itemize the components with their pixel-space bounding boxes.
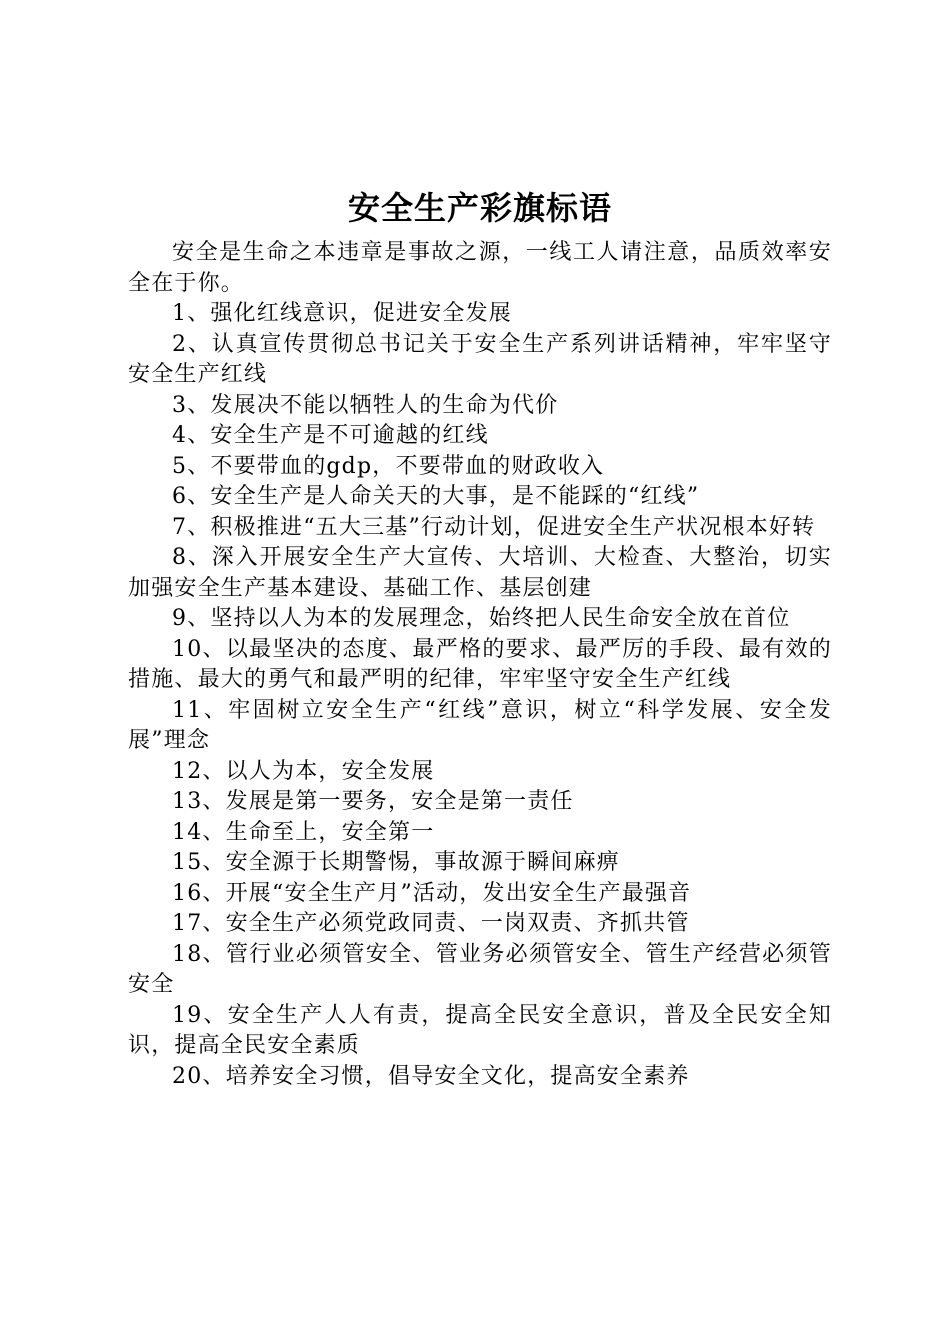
slogan-item: 15、安全源于长期警惕，事故源于瞬间麻痹 — [172, 850, 620, 875]
slogan-item: 20、培养安全习惯，倡导安全文化，提高安全素养 — [172, 1063, 690, 1089]
slogan-item: 17、安全生产必须党政同责、一岗双责、齐抓共管 — [172, 911, 690, 936]
slogan-item: 12、以人为本，安全发展 — [172, 758, 435, 784]
document-title: 安全生产彩旗标语 — [347, 189, 612, 227]
slogan-item: 6、安全生产是人命关天的大事，是不能踩的“红线” — [172, 484, 700, 509]
document-body — [128, 238, 832, 1092]
slogan-item: 8、深入开展安全生产大宣传、大培训、大检查、大整治，切实加强安全生产基本建设、基础工作、基层创建 — [128, 545, 832, 601]
slogan-item: 19、安全生产人人有责，提高全民安全意识，普及全民安全知识，提高全民安全素质 — [128, 1002, 832, 1058]
slogan-item: 7、积极推进“五大三基”行动计划，促进安全生产状况根本好转 — [172, 514, 816, 540]
intro-paragraph: 安全是生命之本违章是事故之源，一线工人请注意，品质效率安全在于你。 — [128, 240, 832, 296]
slogan-item: 10、以最坚决的态度、最严格的要求、最严厉的手段、最有效的措施、最大的勇气和最严明的纪律，牢牢坚守安全生产红线 — [128, 636, 832, 692]
slogan-item: 11、牢固树立安全生产“红线”意识，树立“科学发展、安全发展”理念 — [128, 697, 832, 753]
slogan-item: 4、安全生产是不可逾越的红线 — [172, 423, 489, 448]
slogan-item: 1、强化红线意识，促进安全发展 — [172, 301, 512, 326]
slogan-item: 18、管行业必须管安全、管业务必须管安全、管生产经营必须管安全 — [128, 941, 832, 997]
slogan-item: 9、坚持以人为本的发展理念，始终把人民生命安全放在首位 — [172, 606, 791, 631]
document-page — [128, 186, 832, 1092]
slogan-item: 13、发展是第一要务，安全是第一责任 — [172, 789, 574, 814]
slogan-item: 16、开展“安全生产月”活动，发出安全生产最强音 — [172, 880, 692, 906]
slogan-item: 5、不要带血的gdp，不要带血的财政收入 — [172, 453, 605, 479]
slogan-item: 14、生命至上，安全第一 — [172, 819, 435, 845]
slogan-item: 2、认真宣传贯彻总书记关于安全生产系列讲话精神，牢牢坚守安全生产红线 — [128, 331, 832, 387]
slogan-item: 3、发展决不能以牺牲人的生命为代价 — [172, 392, 559, 418]
